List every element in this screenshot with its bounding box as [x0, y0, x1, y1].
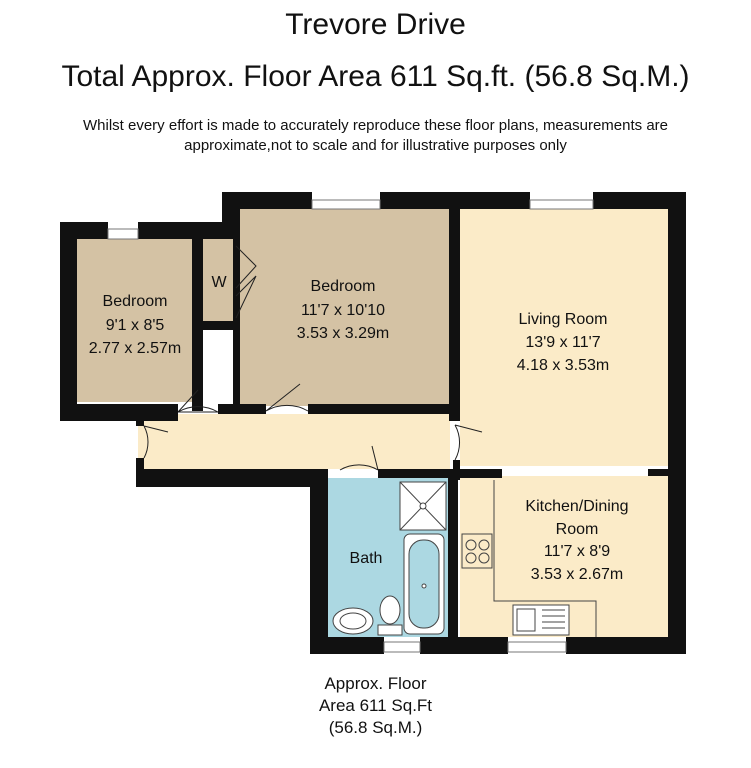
wardrobe-label: W	[211, 274, 227, 291]
wall	[449, 209, 460, 421]
footer-line-1: Approx. Floor	[324, 674, 427, 693]
kitchen-name-line-1: Kitchen/Dining	[525, 498, 629, 515]
wall	[566, 637, 686, 654]
wall	[60, 404, 178, 421]
basin-inner	[340, 613, 366, 629]
wall	[453, 460, 460, 480]
kitchen-name-line-2: Room	[555, 521, 599, 538]
living-room-imperial: 13'9 x 11'7	[525, 334, 601, 351]
wall	[136, 414, 144, 426]
hob	[462, 534, 492, 568]
wall	[218, 404, 266, 414]
bedroom-large-imperial: 11'7 x 10'10	[300, 302, 386, 319]
wall	[136, 469, 328, 487]
bath-name: Bath	[349, 550, 383, 567]
wall	[420, 637, 450, 654]
bedroom-small-name: Bedroom	[102, 293, 168, 310]
window	[384, 642, 420, 652]
window	[530, 200, 593, 209]
bedroom-small-imperial: 9'1 x 8'5	[105, 317, 165, 334]
total-floor-area: Total Approx. Floor Area 611 Sq.ft. (56.8 Sq.M.)	[61, 60, 690, 93]
window	[508, 642, 566, 652]
bath-tap	[422, 584, 426, 588]
wall	[447, 637, 508, 654]
window	[312, 200, 380, 209]
wall	[203, 321, 233, 330]
toilet-cistern	[378, 625, 402, 635]
footer-line-3: (56.8 Sq.M.)	[328, 718, 423, 737]
footer-area	[0, 673, 751, 739]
wall	[60, 222, 77, 421]
footer-line-2: Area 611 Sq.Ft	[318, 696, 433, 715]
living-room-name: Living Room	[518, 311, 608, 328]
property-name: Trevore Drive	[285, 8, 466, 41]
wall	[378, 469, 502, 478]
wall	[310, 469, 328, 654]
wall	[233, 239, 240, 406]
living-room-metric: 4.18 x 3.53m	[516, 357, 610, 374]
wall	[192, 239, 203, 411]
wall	[380, 192, 530, 209]
toilet-bowl	[380, 596, 400, 624]
wall	[668, 192, 686, 654]
bedroom-small-metric: 2.77 x 2.57m	[88, 340, 182, 357]
wall	[648, 469, 668, 476]
disclaimer-line-2: approximate,not to scale and for illustrative purposes only	[184, 137, 567, 154]
kitchen-imperial: 11'7 x 8'9	[543, 543, 611, 560]
kitchen-metric: 3.53 x 2.67m	[530, 566, 624, 583]
bedroom-large-name: Bedroom	[310, 278, 376, 295]
disclaimer-line-1: Whilst every effort is made to accurately reproduce these floor plans, measurements are	[83, 117, 668, 134]
window	[108, 229, 138, 239]
shower-drain	[420, 503, 426, 509]
wall	[448, 469, 458, 637]
wall	[308, 404, 460, 414]
bedroom-large-metric: 3.53 x 3.29m	[296, 325, 390, 342]
hallway-floor	[138, 414, 450, 469]
wall	[222, 192, 312, 209]
wall	[136, 458, 144, 487]
